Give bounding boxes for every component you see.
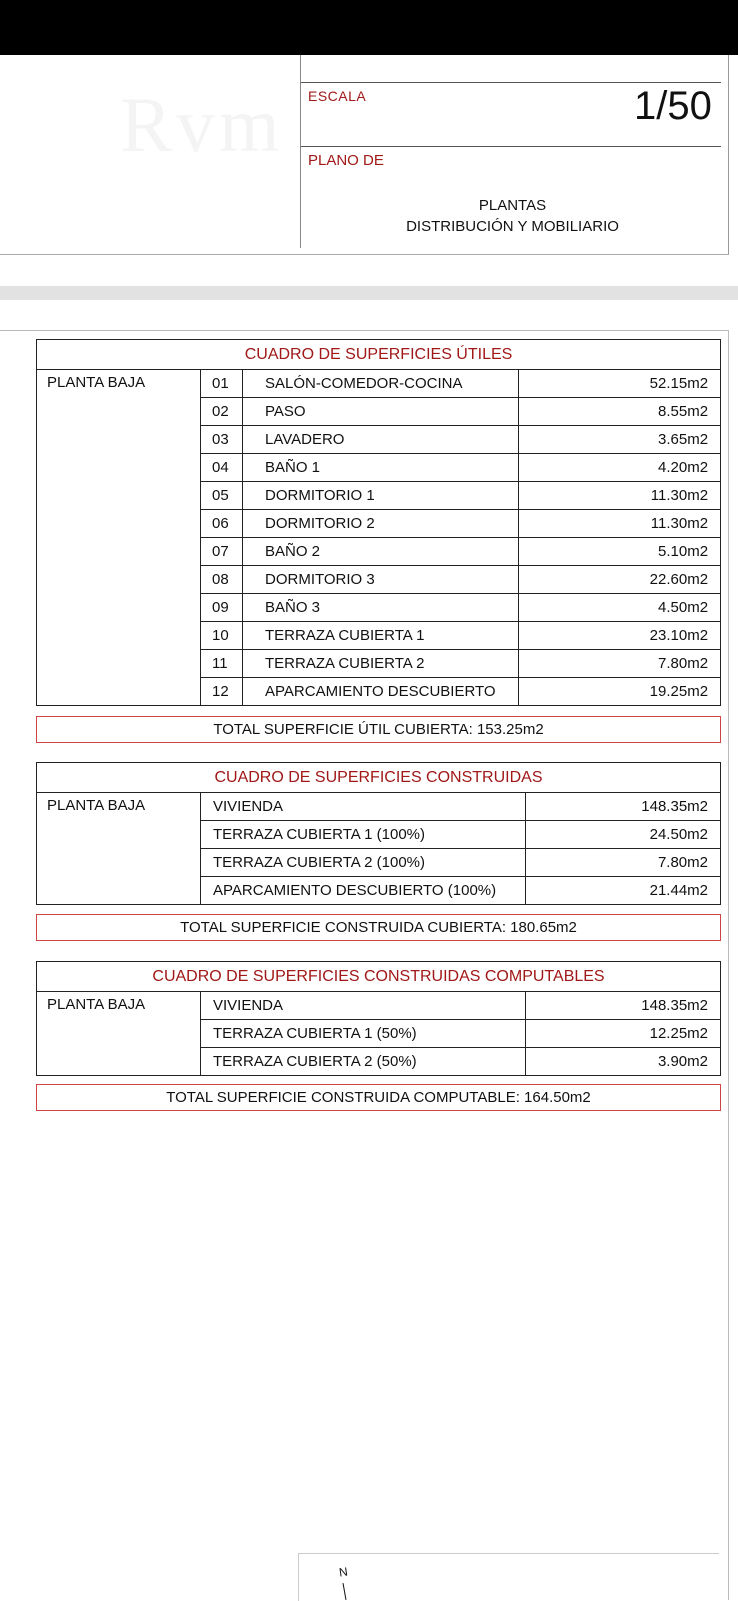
- room-area: 11.30m2: [519, 510, 721, 538]
- plan-label: PLANO DE: [308, 152, 384, 169]
- computable-areas-table: [36, 961, 721, 1076]
- room-name: DORMITORIO 1: [243, 482, 519, 510]
- room-name: DORMITORIO 3: [243, 566, 519, 594]
- room-area: 7.80m2: [519, 650, 721, 678]
- room-number: 06: [201, 510, 243, 538]
- useful-areas-table: [36, 339, 721, 706]
- area-name: TERRAZA CUBIERTA 1 (50%): [201, 1020, 526, 1048]
- floor-label: PLANTA BAJA: [37, 793, 201, 905]
- title-block-rule: [301, 146, 721, 147]
- useful-area-total: TOTAL SUPERFICIE ÚTIL CUBIERTA: 153.25m2: [36, 716, 721, 743]
- area-name: VIVIENDA: [201, 992, 526, 1020]
- north-label: N: [338, 1564, 349, 1580]
- useful-areas-title: CUADRO DE SUPERFICIES ÚTILES: [37, 340, 721, 370]
- room-name: APARCAMIENTO DESCUBIERTO: [243, 678, 519, 706]
- room-area: 8.55m2: [519, 398, 721, 426]
- built-areas-title: CUADRO DE SUPERFICIES CONSTRUIDAS: [37, 763, 721, 793]
- room-number: 09: [201, 594, 243, 622]
- area-value: 24.50m2: [526, 821, 721, 849]
- room-area: 23.10m2: [519, 622, 721, 650]
- room-number: 02: [201, 398, 243, 426]
- room-name: TERRAZA CUBIERTA 2: [243, 650, 519, 678]
- room-number: 03: [201, 426, 243, 454]
- plan-title-line-1: PLANTAS: [478, 197, 547, 214]
- area-name: VIVIENDA: [201, 793, 526, 821]
- room-area: 52.15m2: [519, 370, 721, 398]
- table-row: [37, 793, 721, 821]
- room-area: 4.20m2: [519, 454, 721, 482]
- table-row: [37, 992, 721, 1020]
- title-block-right-border: [728, 55, 729, 255]
- watermark: [120, 80, 284, 170]
- table-row: [37, 370, 721, 398]
- area-value: 148.35m2: [526, 992, 721, 1020]
- room-area: 3.65m2: [519, 426, 721, 454]
- room-area: 4.50m2: [519, 594, 721, 622]
- room-name: BAÑO 3: [243, 594, 519, 622]
- room-area: 19.25m2: [519, 678, 721, 706]
- room-number: 10: [201, 622, 243, 650]
- sheet-right-border: [728, 330, 729, 1600]
- scale-value: 1/50: [634, 84, 712, 128]
- area-value: 12.25m2: [526, 1020, 721, 1048]
- room-area: 5.10m2: [519, 538, 721, 566]
- top-status-bar: [0, 0, 738, 55]
- area-name: APARCAMIENTO DESCUBIERTO (100%): [201, 877, 526, 905]
- room-area: 11.30m2: [519, 482, 721, 510]
- room-name: DORMITORIO 2: [243, 510, 519, 538]
- room-number: 12: [201, 678, 243, 706]
- separator-band: [0, 286, 738, 300]
- scale-label: ESCALA: [308, 88, 367, 104]
- built-areas-table: [36, 762, 721, 905]
- area-value: 21.44m2: [526, 877, 721, 905]
- floor-label: PLANTA BAJA: [37, 370, 201, 706]
- sheet-top-border: [0, 330, 729, 331]
- room-number: 07: [201, 538, 243, 566]
- plan-title-line-2: DISTRIBUCIÓN Y MOBILIARIO: [406, 218, 619, 235]
- room-name: TERRAZA CUBIERTA 1: [243, 622, 519, 650]
- room-name: BAÑO 2: [243, 538, 519, 566]
- area-value: 3.90m2: [526, 1048, 721, 1076]
- floor-label: PLANTA BAJA: [37, 992, 201, 1076]
- room-area: 22.60m2: [519, 566, 721, 594]
- room-name: PASO: [243, 398, 519, 426]
- room-number: 11: [201, 650, 243, 678]
- room-name: LAVADERO: [243, 426, 519, 454]
- room-number: 01: [201, 370, 243, 398]
- area-name: TERRAZA CUBIERTA 2 (100%): [201, 849, 526, 877]
- computable-area-total: TOTAL SUPERFICIE CONSTRUIDA COMPUTABLE: 164.50m2: [36, 1084, 721, 1111]
- built-area-total: TOTAL SUPERFICIE CONSTRUIDA CUBIERTA: 180.65m2: [36, 914, 721, 941]
- room-number: 05: [201, 482, 243, 510]
- area-value: 7.80m2: [526, 849, 721, 877]
- area-name: TERRAZA CUBIERTA 2 (50%): [201, 1048, 526, 1076]
- room-name: BAÑO 1: [243, 454, 519, 482]
- title-block-rule: [301, 82, 721, 83]
- computable-areas-title: CUADRO DE SUPERFICIES CONSTRUIDAS COMPUTABLES: [37, 962, 721, 992]
- room-number: 08: [201, 566, 243, 594]
- area-name: TERRAZA CUBIERTA 1 (100%): [201, 821, 526, 849]
- title-block-bottom-border: [0, 254, 729, 255]
- area-value: 148.35m2: [526, 793, 721, 821]
- north-arrow-frame: [298, 1553, 719, 1601]
- room-name: SALÓN-COMEDOR-COCINA: [243, 370, 519, 398]
- room-number: 04: [201, 454, 243, 482]
